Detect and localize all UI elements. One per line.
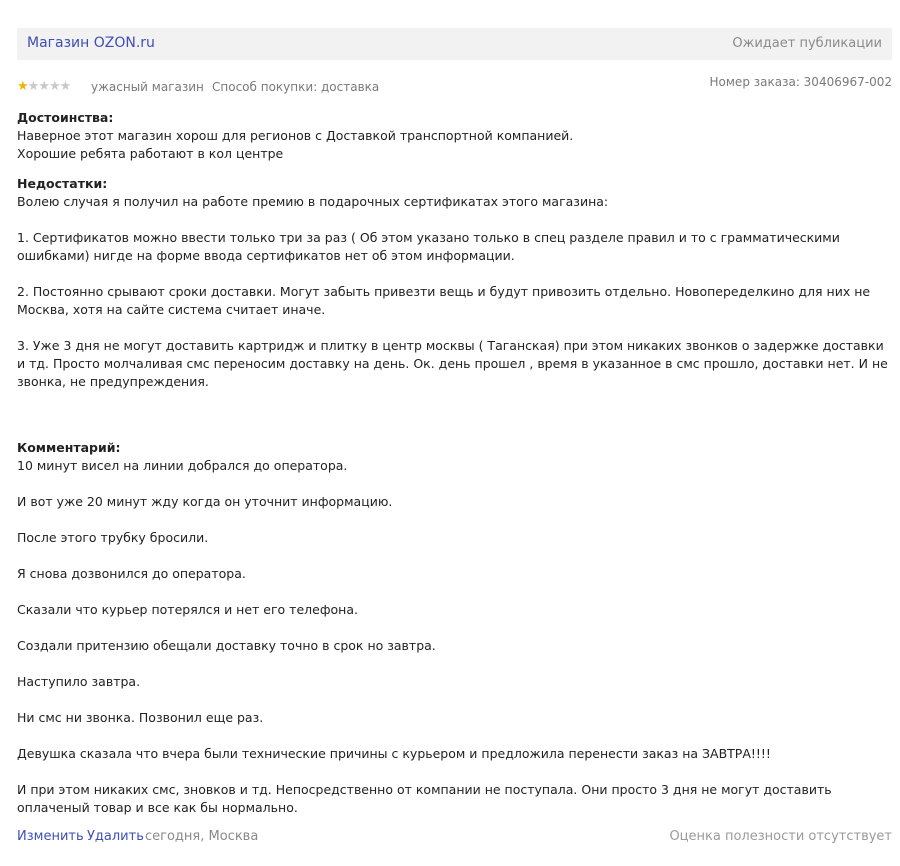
cons-section: [17, 175, 889, 391]
publication-status: Ожидает публикации: [732, 36, 882, 51]
delete-link[interactable]: Удалить: [87, 829, 144, 844]
pros-line: Наверное этот магазин хорош для регионов с Доставкой транспортной компанией.: [17, 128, 574, 143]
rating-text: ужасный магазин: [91, 80, 204, 94]
comment-title: Комментарий:: [17, 440, 121, 455]
pros-line: Хорошие ребята работают в кол центре: [17, 146, 284, 161]
shop-name-link[interactable]: Магазин OZON.ru: [27, 35, 155, 51]
review-meta: [17, 75, 892, 97]
comment-paragraph: Сказали что курьер потерялся и нет его телефона.: [17, 602, 358, 617]
cons-paragraph: 2. Постоянно срывают сроки доставки. Могут забыть привезти вещь и будут привозить отдельно. Новопеределкино для них не Москва, хотя на сайте система считает иначе.: [17, 284, 871, 317]
review-footer: [17, 829, 892, 847]
star-icon: ★: [27, 79, 39, 94]
rating-stars: [17, 79, 70, 94]
pros-section: [17, 109, 889, 163]
comment-paragraph: Создали притензию обещали доставку точно в срок но завтра.: [17, 638, 436, 653]
comment-paragraph: После этого трубку бросили.: [17, 530, 209, 545]
comment-section: [17, 439, 889, 817]
comment-paragraph: 10 минут висел на линии добрался до оператора.: [17, 458, 348, 473]
comment-paragraph: Наступило завтра.: [17, 674, 141, 689]
star-icon: ★: [17, 79, 28, 94]
star-icon: ★: [59, 79, 71, 94]
cons-paragraph: 3. Уже 3 дня не могут доставить картридж и плитку в центр москвы ( Таганская) при этом никаких звонков о задержке доставки и тд. Просто молчаливая смс переносим доставку на день. Ок. день прошел , время в указанное в смс прошло, доставки нет. И не звонка, не предупреждения.: [17, 338, 888, 389]
review-date-location: сегодня, Москва: [145, 829, 259, 844]
cons-title: Недостатки:: [17, 176, 108, 191]
comment-paragraph: Ни смс ни звонка. Позвонил еще раз.: [17, 710, 264, 725]
cons-paragraph: Волею случая я получил на работе премию в подарочных сертификатах этого магазина:: [17, 194, 609, 209]
purchase-method: Способ покупки: доставка: [212, 80, 380, 94]
star-icon: ★: [38, 79, 49, 94]
comment-paragraph: Я снова дозвонился до оператора.: [17, 566, 246, 581]
comment-paragraph: Девушка сказала что вчера были технические причины с курьером и предложила перенести заказ на ЗАВТРА!!!!: [17, 746, 771, 761]
star-icon: ★: [48, 79, 60, 94]
comment-paragraph: И при этом никаких смс, зновков и тд. Непосредственно от компании не поступала. Они просто 3 дня не могут доставить оплаченый товар и все как бы нормально.: [17, 782, 832, 815]
review-header: [17, 28, 892, 60]
usefulness-rating: Оценка полезности отсутствует: [669, 829, 892, 844]
pros-title: Достоинства:: [17, 110, 114, 125]
edit-link[interactable]: Изменить: [17, 829, 84, 844]
cons-paragraph: 1. Сертификатов можно ввести только три за раз ( Об этом указано только в спец разделе правил и то с грамматическими ошибками) нигде на форме ввода сертификатов нет об этом информации.: [17, 230, 840, 263]
order-number: Номер заказа: 30406967-002: [709, 75, 892, 89]
comment-paragraph: И вот уже 20 минут жду когда он уточнит информацию.: [17, 494, 393, 509]
